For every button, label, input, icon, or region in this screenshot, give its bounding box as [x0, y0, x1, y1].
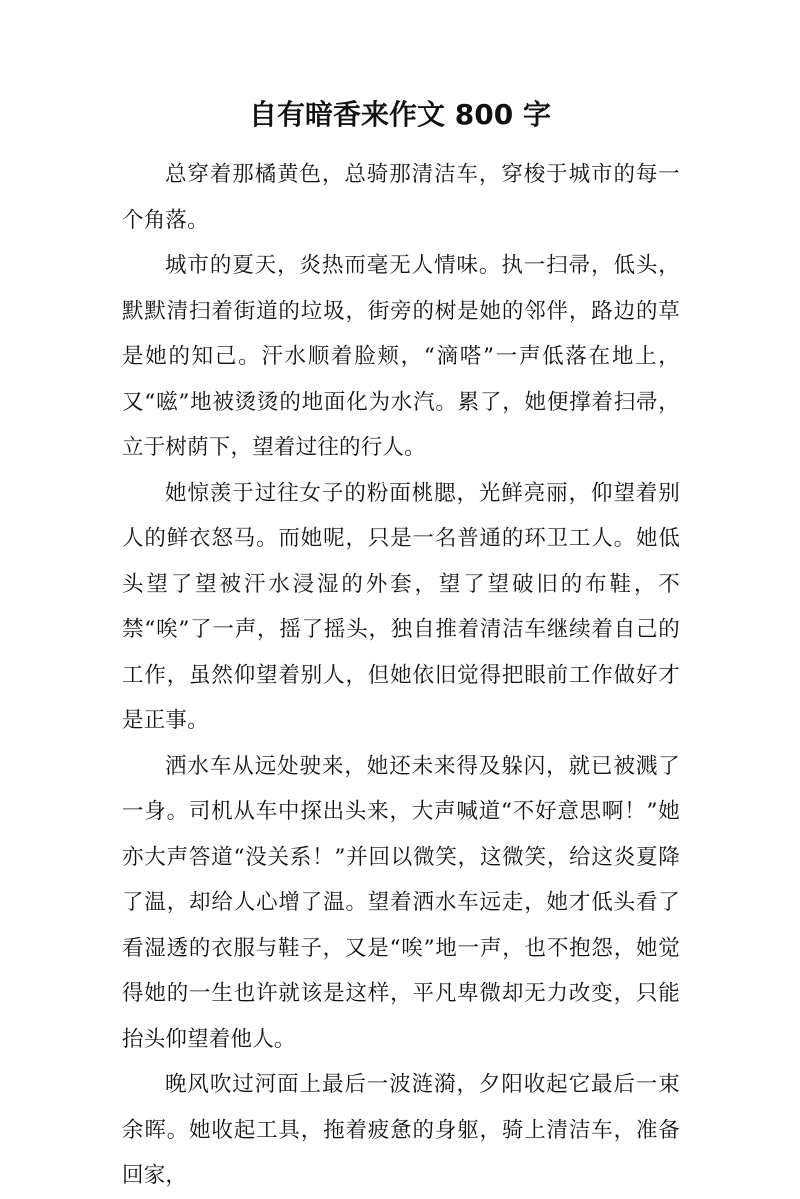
paragraph-2: 城市的夏天，炎热而毫无人情味。执一扫帚，低头，默默清扫着街道的垃圾，街旁的树是她的邻伴，路边的草是她的知己。汗水顺着脸颊，“滴嗒”一声低落在地上，又“嗞”地被烫烫的地面化为水汽。累了，她便撑着扫帚，立于树荫下，望着过往的行人。 — [122, 253, 680, 460]
document-body — [122, 152, 680, 1199]
paragraph-3: 她惊羡于过往女子的粉面桃腮，光鲜亮丽，仰望着别人的鲜衣怒马。而她呢，只是一名普通的环卫工人。她低头望了望被汗水浸湿的外套，望了望破旧的布鞋，不禁“唉”了一声，摇了摇头，独自推着清洁车继续着自己的工作，虽然仰望着别人，但她依旧觉得把眼前工作做好才是正事。 — [122, 480, 680, 733]
paragraph-1: 总穿着那橘黄色，总骑那清洁车，穿梭于城市的每一个角落。 — [122, 162, 680, 233]
document-title: 自有暗香来作文 800 字 — [249, 98, 551, 131]
paragraph-4: 洒水车从远处驶来，她还未来得及躲闪，就已被溅了一身。司机从车中探出头来，大声喊道“不好意思啊！”她亦大声答道“没关系！”并回以微笑，这微笑，给这炎夏降了温，却给人心增了温。望着洒水车远走，她才低头看了看湿透的衣服与鞋子，又是“唉”地一声，也不抱怨，她觉得她的一生也许就该是这样，平凡卑微却无力改变，只能抬头仰望着他人。 — [122, 753, 680, 1052]
paragraph-5: 晚风吹过河面上最后一波涟漪，夕阳收起它最后一束余晖。她收起工具，拖着疲惫的身躯，骑上清洁车，准备回家， — [122, 1072, 680, 1188]
